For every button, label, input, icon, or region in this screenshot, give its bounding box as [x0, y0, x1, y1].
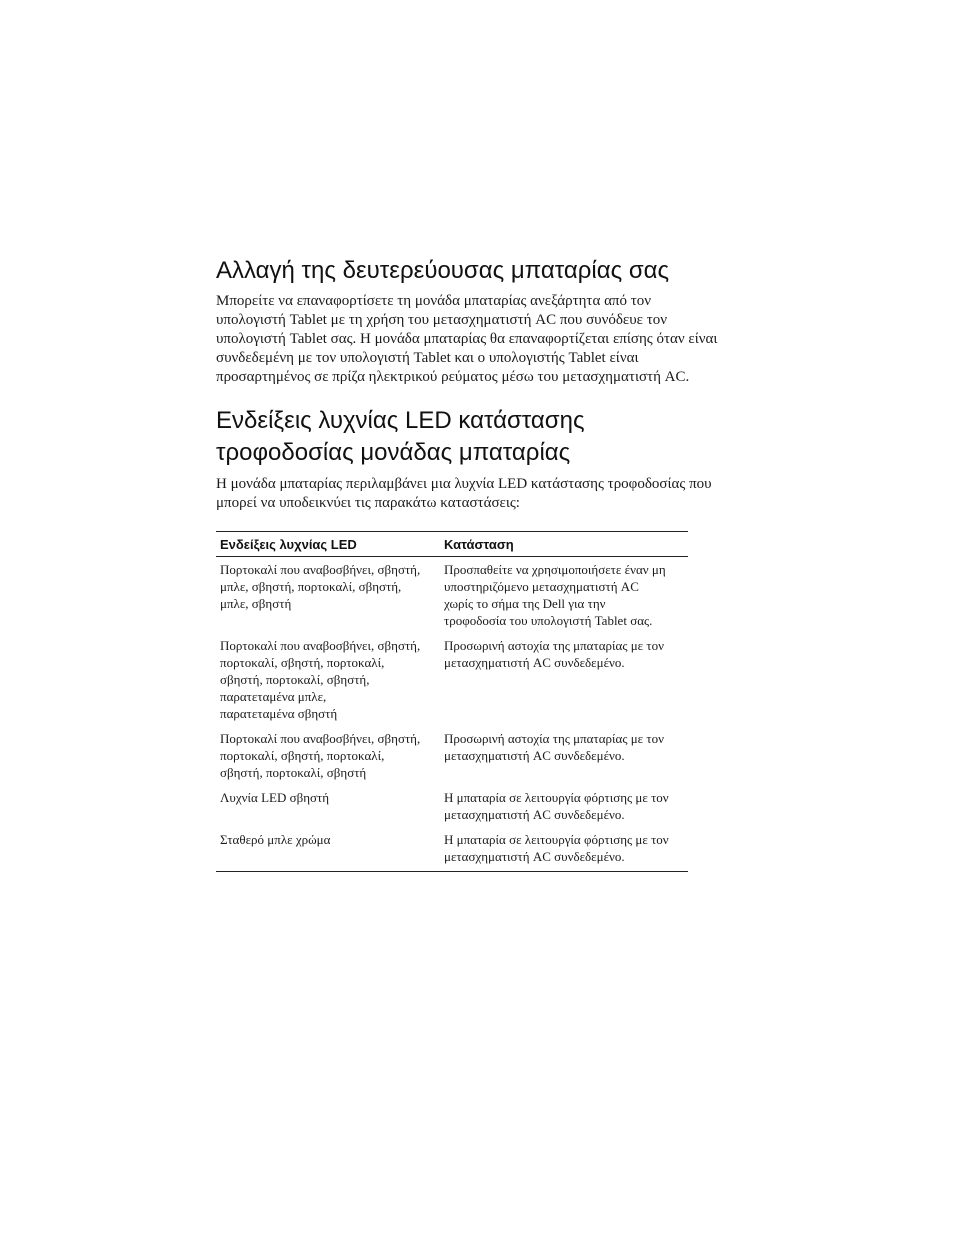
table-header-row — [216, 532, 688, 557]
column-header-status: Κατάσταση — [444, 536, 514, 552]
led-status-table — [216, 531, 688, 872]
table-row — [216, 831, 688, 865]
section-body-led-indicators: Η μονάδα μπαταρίας περιλαμβάνει μια λυχνία LED κατάστασης τροφοδοσίας που μπορεί να υποδεικνύει τις παρακάτω καταστάσεις: — [216, 476, 712, 511]
cell-status: Η μπαταρία σε λειτουργία φόρτισης με τον μετασχηματιστή AC συνδεδεμένο. — [444, 832, 669, 864]
section-body-battery-change: Μπορείτε να επαναφορτίσετε τη μονάδα μπαταρίας ανεξάρτητα από τον υπολογιστή Tablet με τη χρήση του μετασχηματιστή AC που συνόδευε τον υπολογιστή Tablet σας. Η μονάδα μπαταρίας θα επαναφορτίζεται επίσης όταν είναι συνδεδεμένη με τον υπολογιστή Tablet και ο υπολογιστής Tablet είναι προσαρτημένος σε πρίζα ηλεκτρικού ρεύματος μέσω του μετασχηματιστή AC. — [216, 293, 718, 385]
table-row — [216, 730, 688, 781]
section-title-led-indicators: Ενδείξεις λυχνίας LED κατάστασης τροφοδοσίας μονάδας μπαταρίας — [216, 407, 585, 466]
cell-status: Προσωρινή αστοχία της μπαταρίας με τον μετασχηματιστή AC συνδεδεμένο. — [444, 638, 664, 670]
cell-led: Πορτοκαλί που αναβοσβήνει, σβηστή, πορτοκαλί, σβηστή, πορτοκαλί, σβηστή, πορτοκαλί, σβηστή, παρατεταμένα μπλε, παρατεταμένα σβηστή — [220, 638, 421, 721]
table-row — [216, 561, 688, 629]
table-body — [216, 557, 688, 871]
cell-status: Προσωρινή αστοχία της μπαταρίας με τον μετασχηματιστή AC συνδεδεμένο. — [444, 731, 664, 763]
document-page — [216, 256, 746, 864]
cell-led: Λυχνία LED σβηστή — [220, 790, 330, 805]
cell-status: Η μπαταρία σε λειτουργία φόρτισης με τον μετασχηματιστή AC συνδεδεμένο. — [444, 790, 669, 822]
column-header-led: Ενδείξεις λυχνίας LED — [220, 536, 357, 552]
cell-led: Πορτοκαλί που αναβοσβήνει, σβηστή, πορτοκαλί, σβηστή, πορτοκαλί, σβηστή, πορτοκαλί, σβηστή — [220, 731, 421, 780]
table-row — [216, 637, 688, 722]
cell-status: Προσπαθείτε να χρησιμοποιήσετε έναν μη υποστηριζόμενο μετασχηματιστή AC χωρίς το σήμα της Dell για την τροφοδοσία του υπολογιστή Tablet σας. — [444, 562, 666, 628]
cell-led: Σταθερό μπλε χρώμα — [220, 832, 331, 847]
cell-led: Πορτοκαλί που αναβοσβήνει, σβηστή, μπλε, σβηστή, πορτοκαλί, σβηστή, μπλε, σβηστή — [220, 562, 421, 611]
section-title-battery-change: Αλλαγή της δευτερεύουσας μπαταρίας σας — [216, 257, 670, 284]
table-row — [216, 789, 688, 823]
